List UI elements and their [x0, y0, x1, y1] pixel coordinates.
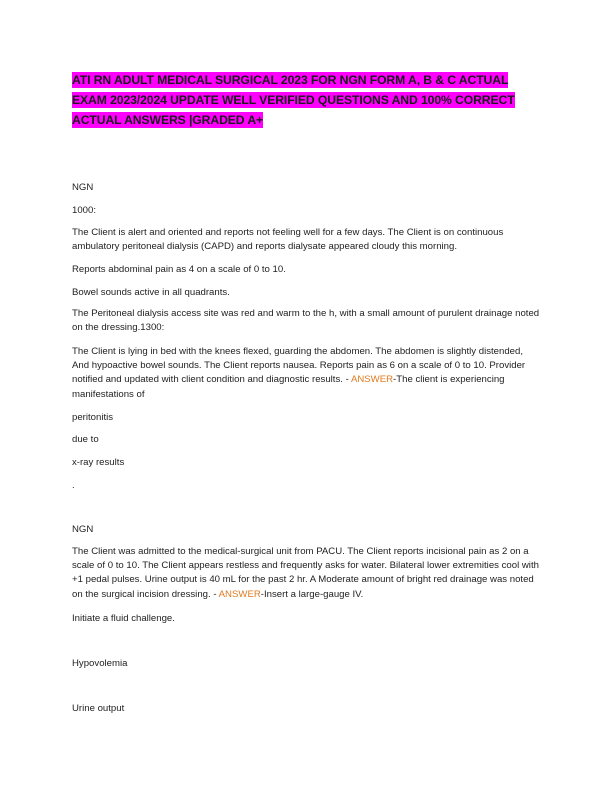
q1-answer-3: x-ray results	[72, 457, 125, 468]
q1-answer-4: .	[72, 480, 75, 491]
q1-heading: NGN	[72, 182, 94, 193]
document-title	[72, 70, 527, 130]
q1-paragraph-4: The Peritoneal dialysis access site was red and warm to the h, with a small amount of purulent drainage noted on the dressing.1300:	[72, 308, 540, 334]
q2-answer-1: Initiate a fluid challenge.	[72, 613, 175, 624]
q2-stem: The Client was admitted to the medical-surgical unit from PACU. The Client reports incisional pain as 2 on a scale of 0 to 10. The Client appears restless and frequently asks for water. Bilateral lower extremities cool with +1 pedal pulses. Urine output is 40 mL for the past 2 hr. A Moderate amount of bright red drainage was noted on the surgical incision dressing. -	[72, 546, 539, 600]
q1-stem: The Client is lying in bed with the knees flexed, guarding the abdomen. The abdomen is slightly distended, And hypoactive bowel sounds. The Client reports nausea. Reports pain as 6 on a scale of 0 to 10. Provider notified and updated with client condition and diagnostic results. -	[72, 346, 526, 386]
q1-answer-label: ANSWER	[350, 374, 394, 386]
q1-answer-1: peritonitis	[72, 412, 114, 423]
q1-paragraph-1: The Client is alert and oriented and reports not feeling well for a few days. The Client is on continuous ambulatory peritoneal dialysis (CAPD) and reports dialysate appeared cloudy this morning.	[72, 227, 504, 253]
q2-answer-2: Hypovolemia	[72, 658, 128, 669]
q2-paragraph-1	[72, 545, 542, 602]
q2-heading: NGN	[72, 524, 94, 535]
q2-answer-label: ANSWER	[218, 588, 261, 600]
title-text: ATI RN ADULT MEDICAL SURGICAL 2023 FOR NGN FORM A, B & C ACTUAL EXAM 2023/2024 UPDATE WELL VERIFIED QUESTIONS AND 100% CORRECT ACTUAL ANSWERS |GRADED A+	[72, 73, 515, 127]
q2-answer-3: Urine output	[72, 703, 125, 714]
q2-answer-text: -Insert a large-gauge IV.	[260, 588, 364, 600]
q1-answer-text: -The client is experiencing manifestations of	[72, 374, 505, 400]
q1-paragraph-3: Bowel sounds active in all quadrants.	[72, 287, 230, 298]
q1-paragraph-2: Reports abdominal pain as 4 on a scale of 0 to 10.	[72, 264, 286, 275]
q1-paragraph-5	[72, 345, 542, 402]
q1-answer-2: due to	[72, 434, 99, 445]
q1-time: 1000:	[72, 205, 97, 216]
